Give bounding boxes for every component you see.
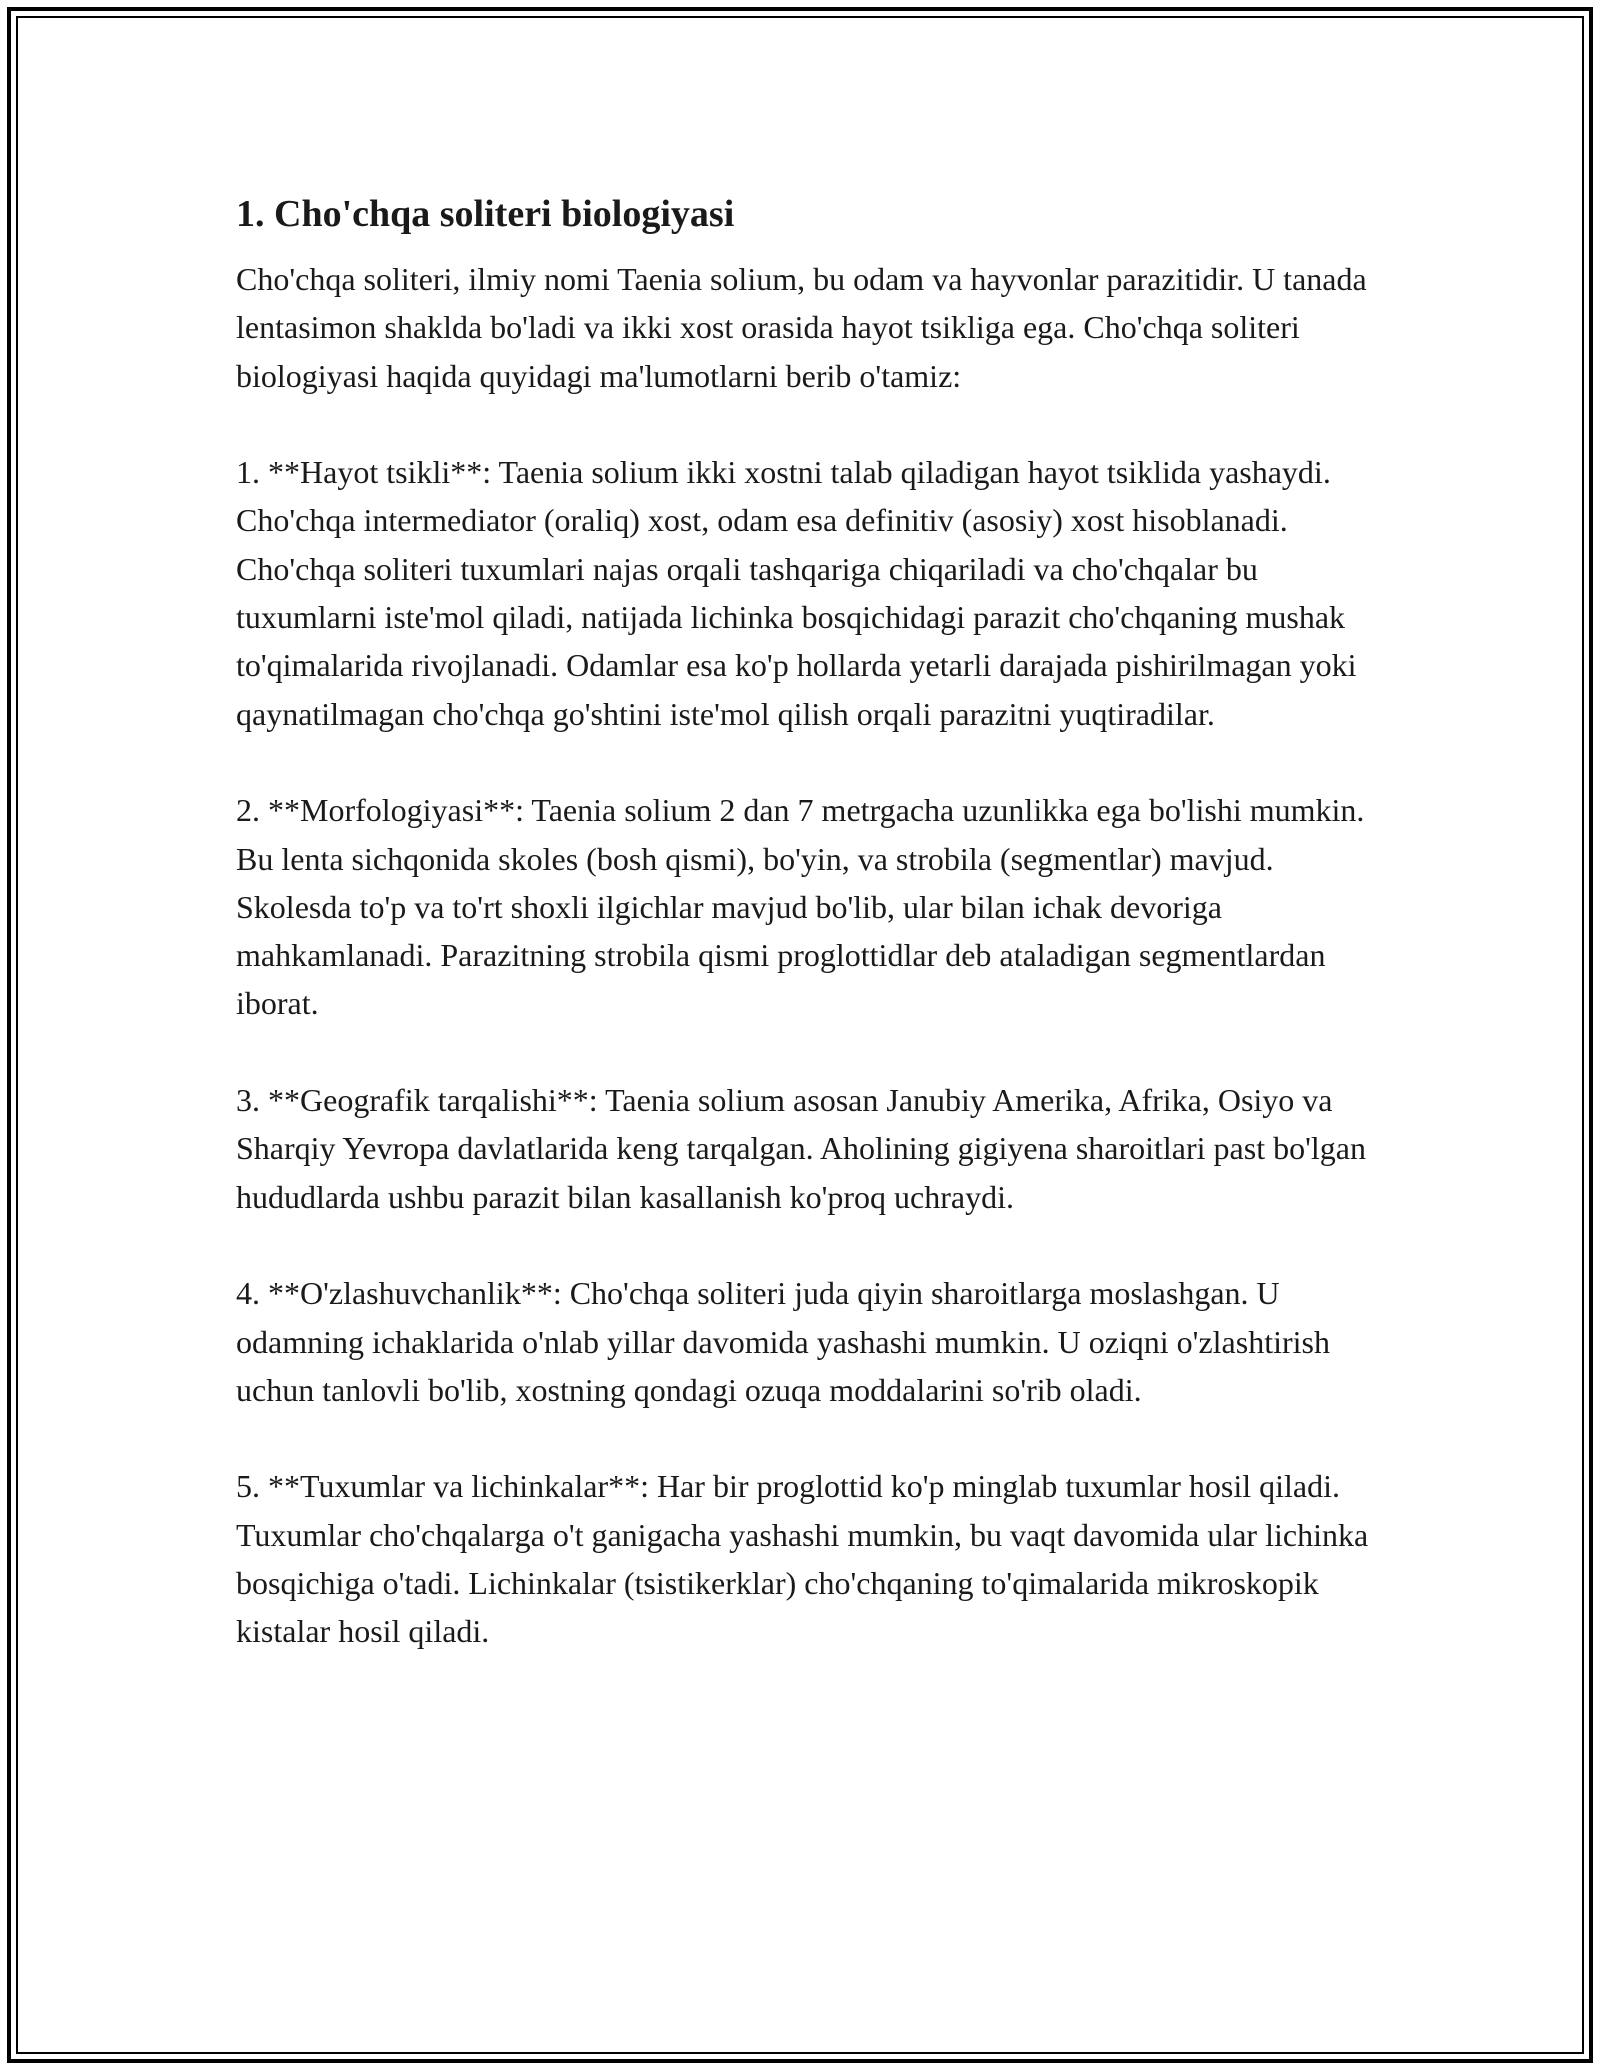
paragraph-adaptability: 4. **O'zlashuvchanlik**: Cho'chqa soliteri juda qiyin sharoitlarga moslashgan. U odamning ichaklarida o'nlab yillar davomida yashashi mumkin. U oziqni o'zlashtirish uchun tanlovli bo'lib, xostning qondagi ozuqa moddalarini so'rib oladi. [236,1275,1330,1408]
document-body [236,185,1376,1704]
paragraph-life-cycle: 1. **Hayot tsikli**: Taenia solium ikki xostni talab qiladigan hayot tsiklida yashaydi. Cho'chqa intermediator (oraliq) xost, odam esa definitiv (asosiy) xost hisoblanadi. Cho'chqa soliteri tuxumlari najas orqali tashqariga chiqariladi va cho'chqalar bu tuxumlarni iste'mol qiladi, natijada lichinka bosqichidagi parazit cho'chqaning mushak to'qimalarida rivojlanadi. Odamlar esa ko'p hollarda yetarli darajada pishirilmagan yoki qaynatilmagan cho'chqa go'shtini iste'mol qilish orqali parazitni yuqtiradilar. [236,454,1357,732]
paragraph-geography: 3. **Geografik tarqalishi**: Taenia solium asosan Janubiy Amerika, Afrika, Osiyo va Sharqiy Yevropa davlatlarida keng tarqalgan. Aholining gigiyena sharoitlari past bo'lgan hududlarda ushbu parazit bilan kasallanish ko'proq uchraydi. [236,1082,1366,1215]
intro-paragraph: Cho'chqa soliteri, ilmiy nomi Taenia solium, bu odam va hayvonlar parazitidir. U tanada lentasimon shaklda bo'ladi va ikki xost orasida hayot tsikliga ega. Cho'chqa soliteri biologiyasi haqida quyidagi ma'lumotlarni berib o'tamiz: [236,261,1367,394]
paragraph-eggs-larvae: 5. **Tuxumlar va lichinkalar**: Har bir proglottid ko'p minglab tuxumlar hosil qiladi. Tuxumlar cho'chqalarga o't ganigacha yashashi mumkin, bu vaqt davomida ular lichinka bosqichiga o'tadi. Lichinkalar (tsistikerklar) cho'chqaning to'qimalarida mikroskopik kistalar hosil qiladi. [236,1468,1369,1650]
paragraph-morphology: 2. **Morfologiyasi**: Taenia solium 2 dan 7 metrgacha uzunlikka ega bo'lishi mumkin. Bu lenta sichqonida skoles (bosh qismi), bo'yin, va strobila (segmentlar) mavjud. Skolesda to'p va to'rt shoxli ilgichlar mavjud bo'lib, ular bilan ichak devoriga mahkamlanadi. Parazitning strobila qismi proglottidlar deb ataladigan segmentlardan iborat. [236,792,1365,1022]
document-heading: 1. Cho'chqa soliteri biologiyasi [236,193,735,235]
